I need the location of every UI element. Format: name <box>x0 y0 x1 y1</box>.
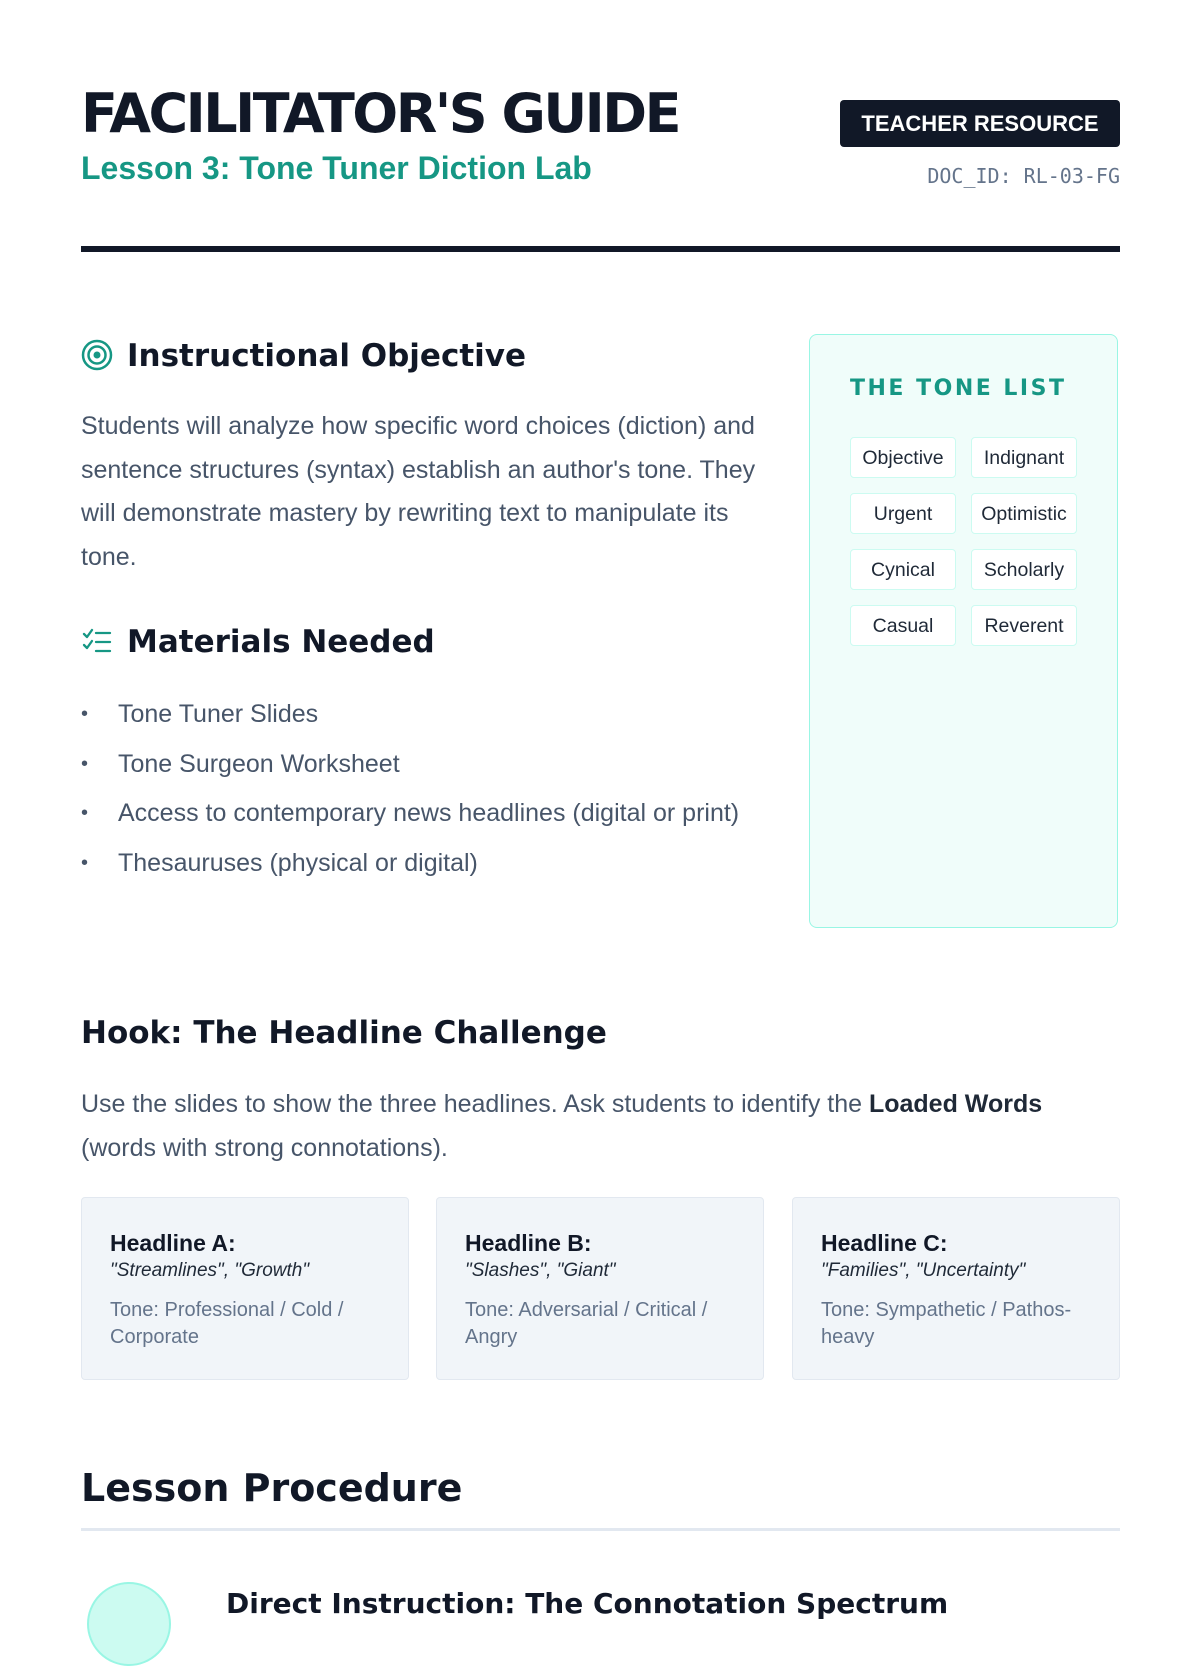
headline-card-title: Headline C: <box>821 1230 948 1256</box>
document-header <box>81 82 1120 252</box>
step-title: Direct Instruction: The Connotation Spectrum <box>226 1587 949 1620</box>
tone-chip: Optimistic <box>971 493 1077 534</box>
tone-chip: Scholarly <box>971 549 1077 590</box>
materials-heading <box>81 622 435 662</box>
tone-chip: Urgent <box>850 493 956 534</box>
checklist-icon <box>81 625 113 657</box>
tone-chip: Objective <box>850 437 956 478</box>
headline-card-title: Headline B: <box>465 1230 592 1256</box>
headline-card-a <box>81 1197 409 1380</box>
list-item: • Thesauruses (physical or digital) <box>81 842 771 886</box>
headline-card-tone: Tone: Sympathetic / Pathos-heavy <box>821 1299 1072 1348</box>
bullet-icon: • <box>81 851 89 874</box>
document-id: DOC_ID: RL-03-FG <box>927 164 1120 188</box>
hook-heading: Hook: The Headline Challenge <box>81 1015 607 1051</box>
headline-card-words: "Slashes", "Giant" <box>465 1260 616 1281</box>
tone-chip: Reverent <box>971 605 1077 646</box>
lesson-subtitle: Lesson 3: Tone Tuner Diction Lab <box>81 150 592 186</box>
teacher-resource-badge: TEACHER RESOURCE <box>840 100 1120 147</box>
tone-chip: Indignant <box>971 437 1077 478</box>
headline-card-tone: Tone: Adversarial / Critical / Angry <box>465 1299 708 1348</box>
tone-chip: Casual <box>850 605 956 646</box>
bullet-icon: • <box>81 802 89 824</box>
tone-grid <box>850 437 1080 646</box>
materials-heading-text: Materials Needed <box>127 624 435 660</box>
procedure-divider <box>81 1528 1120 1531</box>
headline-card-c <box>792 1197 1120 1380</box>
list-item: • Access to contemporary news headlines (digital or print) <box>81 792 771 836</box>
objective-heading <box>81 336 526 376</box>
materials-list <box>81 693 771 891</box>
tone-list-title: THE TONE LIST <box>850 376 1067 401</box>
document-title: FACILITATOR'S GUIDE <box>81 82 679 145</box>
loaded-words-term: Loaded Words <box>868 1090 1043 1118</box>
target-icon <box>81 339 113 371</box>
objective-text: Students will analyze how specific word choices (diction) and sentence structures (syntax) establish an author's tone. They will demonstrate mastery by rewriting text to manipulate its tone. <box>81 412 756 571</box>
bullet-icon: • <box>81 752 89 775</box>
headline-card-tone: Tone: Professional / Cold / Corporate <box>110 1299 344 1348</box>
headline-cards <box>81 1197 1120 1380</box>
step-number-circle <box>87 1582 171 1666</box>
tone-chip: Cynical <box>850 549 956 590</box>
hook-text: Use the slides to show the three headlines. Ask students to identify the Loaded Words (words with strong connotations). <box>81 1090 1043 1162</box>
headline-card-title: Headline A: <box>110 1230 236 1256</box>
document-page <box>81 0 1120 1620</box>
procedure-heading: Lesson Procedure <box>81 1466 463 1510</box>
header-divider <box>81 246 1120 252</box>
tone-list-panel <box>809 334 1118 928</box>
objective-heading-text: Instructional Objective <box>127 338 527 374</box>
headline-card-words: "Families", "Uncertainty" <box>821 1260 1026 1281</box>
bullet-icon: • <box>81 703 89 725</box>
list-item: • Tone Tuner Slides <box>81 693 771 737</box>
list-item: • Tone Surgeon Worksheet <box>81 743 771 787</box>
headline-card-words: "Streamlines", "Growth" <box>110 1260 310 1281</box>
headline-card-b <box>436 1197 764 1380</box>
